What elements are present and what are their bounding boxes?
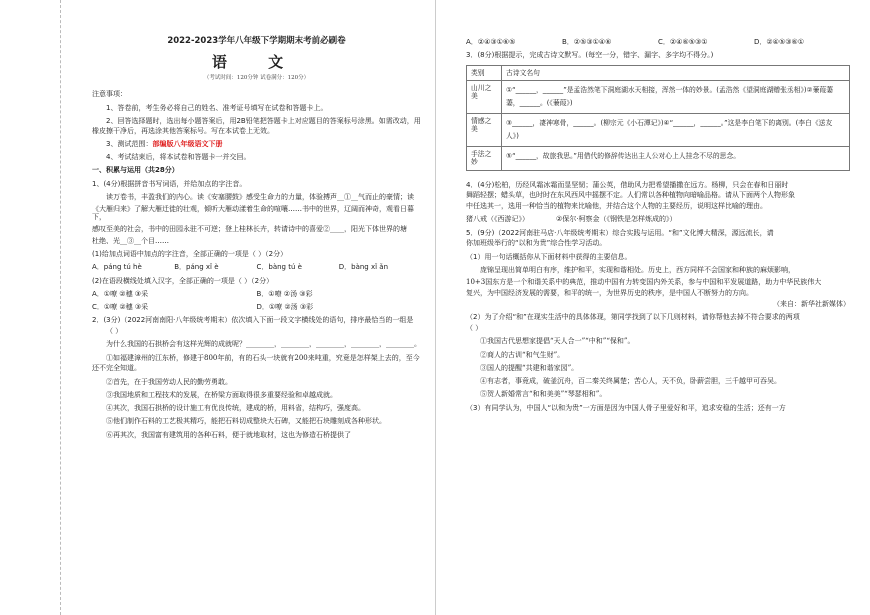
q5-item-5: ⑤贺人新婚常言“和和美美”“琴瑟相和”。: [480, 390, 607, 399]
table-header-row: [467, 65, 850, 80]
table-row-category: 情感之美: [467, 113, 502, 146]
q2-item-2: ②首先，在于我国劳动人民的勤劳勇敢。: [106, 377, 232, 386]
option-d: D．bàng xǐ ǎn: [338, 263, 389, 272]
question-5-2a: （2）为了介绍“和”在现实生活中的具体体现，第同学找到了以下几则材料，请你帮他去掉不符合要求的两项: [466, 313, 800, 322]
q2-item-3: ③我国地质和工程技术的发展，在桥梁方面取得很多重要经验和卓越成就。: [106, 390, 337, 399]
table-row: [467, 146, 850, 170]
q4-options: [466, 215, 850, 224]
table-row-lines: ⑤“______，故旅我思。”用借代的修辞传达出主人公对心上人挂念不尽的思念。: [502, 146, 850, 170]
q1-2-options-row1: [92, 290, 421, 299]
question-1-2: (2)在语段横线处填入汉字，全部正确的一项是（ ）（2分）: [92, 276, 274, 285]
question-2: 2．(3分)（2022河南南阳·八年级统考期末）依次填入下面一段文字横线处的语句，排序最恰当的一组是: [92, 316, 414, 325]
q1-passage-2: 《大雁归来》了解大雁迁徙的壮观，倾听大雁动漾着生命的喧嚷……书中的世界，辽阔而神奇，观看日暮下，: [92, 204, 414, 222]
question-5-3: （3）有同学认为，中国人“以和为贵”一方面是因为中国人骨子里爱好和平，追求安稳的生活；还有一方: [466, 403, 786, 412]
q5-material-1: 庞锦呈现出简单明白有序，维护和平，实现和谐相处。历史上，西方同样不会国家和种族的麻烦影响，: [480, 265, 795, 274]
note-1: 1、答卷前，考生务必将自己的姓名、准考证号填写在试卷和答题卡上。: [106, 103, 328, 112]
question-3: 3．(8分)根据提示，完成古诗文默写。(每空一分，错字、漏字、多字均不得分。): [466, 51, 714, 60]
q5-material-3: 复兴，为中国经济发展的需要，和平的统一，为世界历史的秩序，是中国人不断努力的方向。: [466, 289, 753, 298]
q2-answer-paren: （ ）: [106, 327, 123, 335]
question-5b: 你加班级举行的“以和为贵”综合性学习活动。: [466, 239, 607, 248]
q5-material-2: 10+3国东方是一个和谐关系中的典范，推动中国有力转变国内外关系，参与中国和平发展道路，助力中华民族伟大: [466, 277, 822, 286]
table-header-lines: 古诗文名句: [502, 65, 850, 80]
section-1-heading: 一、积累与运用（共28分）: [92, 166, 179, 175]
question-4b: 舞蹈轻摆；蜡头草，也时时在东风西风中摇摆不定。人们常以各种植物向暗喻品格。请从下面两个人物形象: [466, 191, 795, 200]
q5-item-2: ②商人的古训“和气生财”。: [480, 350, 565, 359]
table-row: [467, 80, 850, 113]
option-c: C．bàng tú è: [256, 263, 302, 272]
q5-item-4: ④有志者，事竟成，破釜沉舟，百二秦关终属楚；苦心人，天不负，卧薪尝胆，三千越甲可吞吴。: [480, 377, 781, 386]
option-c: C．①嘹 ②穗 ③采: [92, 303, 149, 311]
option-d: D．①嘹 ②汤 ③彩: [256, 303, 314, 311]
q1-passage-3: 感叹至美的社会，书中的田园永驻不可逆；登上桂林长卉，转请诗中的喜爱②____，阳光下体世界的塘: [92, 225, 407, 233]
q1-1-options: [92, 263, 421, 272]
notes-title: 注意事项：: [92, 90, 127, 99]
subject-title: 语 文: [211, 52, 302, 71]
note-3-label: 3、测试范围：: [106, 139, 153, 148]
exam-title: 2022-2023学年八年级下学期期末考前必刷卷: [167, 36, 346, 46]
q2-item-1a: ①如福建漳州的江东桥，修建于800年前，有的石头一块就有200来吨重，究竟是怎样架上去的，至今: [106, 353, 420, 362]
question-5a: 5．(9分)（2022河南驻马店·八年级统考期末）综合实践与运用。“和”文化博大精深，源远流长，请: [466, 228, 774, 237]
q2-item-1b: 还不完全知道。: [92, 364, 141, 373]
table-row-lines: ①“______，______”是孟浩然笔下洞庭湖水天相接，浑然一体的妙景。(孟浩然《望洞庭湖赠张丞相》)②蒹葭萋萋，______。(《蒹葭》): [502, 80, 850, 113]
right-page: [435, 0, 870, 615]
note-2a: 2、回答选择题时，选出每小题答案后，用2B铅笔把答题卡上对应题目的答案标号涂黑。如需改动，用: [106, 116, 421, 125]
q5-source: （来自：新华社新媒体）: [773, 300, 850, 309]
note-4: 4、考试结束后，将本试卷和答题卡一并交回。: [106, 153, 251, 161]
table-row-lines: ③______，凄神寒骨，______。(柳宗元《小石潭记》)④“______，______。”这是李白笔下的离别。(李白《送友人》): [502, 113, 850, 146]
option-c: C．②④⑥⑤③①: [658, 38, 708, 46]
table-header-category: 类别: [467, 65, 502, 80]
q5-item-1: ①我国古代思想家提倡“天人合一”“中和”“保和”。: [480, 337, 635, 346]
q1-passage-4: 杜绝、光__③__个目……: [92, 236, 169, 245]
option-b: B．①嘹 ②汤 ③彩: [256, 289, 313, 298]
question-5-1: （1）用一句话概括你从下面材料中获得的主要信息。: [466, 252, 632, 261]
note-3: [92, 140, 421, 149]
table-row-category: 手法之妙: [467, 146, 502, 170]
q2-item-5: ⑤他们制作石料的工艺极其精巧，能把石料切成整块大石碑，又能把石块雕刻成各种形状。: [106, 417, 386, 426]
note-2b: 橡皮擦干净后，再选涂其他答案标号。写在本试卷上无效。: [92, 126, 274, 135]
question-1: 1、(4分)根据拼音书写词语，并给加点的字注音。: [92, 179, 247, 188]
question-4c: 中任选其一，选用一种恰当的植物来比喻他，并结合这个人物的主要经历，说明这样比喻的理由。: [466, 202, 767, 211]
q4-option-1: 猪八戒（《西游记》）: [466, 215, 529, 224]
q1-passage-1: 读万卷书，丰盈我们的内心。读《安塞腰鼓》感受生命力的力量，体验搏声__①__气而止的豪情；读: [106, 192, 414, 201]
option-a: A．②④③①⑥⑤: [466, 38, 516, 46]
note-3-range: 部编版八年级语文下册: [152, 139, 223, 148]
q5-item-3: ③国人的提醒“共建和谐家园”。: [480, 363, 579, 372]
exam-info: （考试时间：120分钟 试卷满分：120分）: [203, 75, 310, 82]
option-d: D．②④⑤③⑥①: [754, 38, 805, 46]
option-b: B．②⑤③①④⑥: [562, 38, 612, 46]
option-a: A．①嘹 ②穗 ③采: [92, 289, 149, 298]
table-row: [467, 113, 850, 146]
q5-2-answer-paren: （ ）: [466, 324, 483, 333]
q2-text: 为什么我国的石拱桥会有这样光辉的成就呢？________，________，________，________，________。: [106, 340, 421, 349]
q2-item-4: ④其次，我国石拱桥的设计施工有优良传统，建成的桥，用料省，结构巧，强度高。: [106, 404, 365, 412]
question-1-1: (1)给加点词语中加点的字注音，全部正确的一项是（ ）（2分）: [92, 250, 288, 258]
table-row-category: 山川之美: [467, 80, 502, 113]
question-4a: 4．(4分)松柏，历经风霜冰霜而显坚韧；蒲公英，借助风力把希望播撒在远方。杨柳，只会在春和日丽时: [466, 180, 789, 189]
q2-item-6: ⑥再其次，我国富有建筑用的各种石料，便于就地取材，这也为修造石桥提供了: [106, 430, 351, 439]
q1-2-options-row2: [92, 303, 421, 312]
option-a: A．páng tú hè: [92, 263, 142, 272]
option-b: B．páng xǐ è: [174, 263, 219, 272]
q4-option-2: ②保尔·柯察金（《钢铁是怎样炼成的》）: [556, 215, 677, 224]
poem-table: [466, 65, 850, 171]
q2-options: [466, 38, 850, 47]
